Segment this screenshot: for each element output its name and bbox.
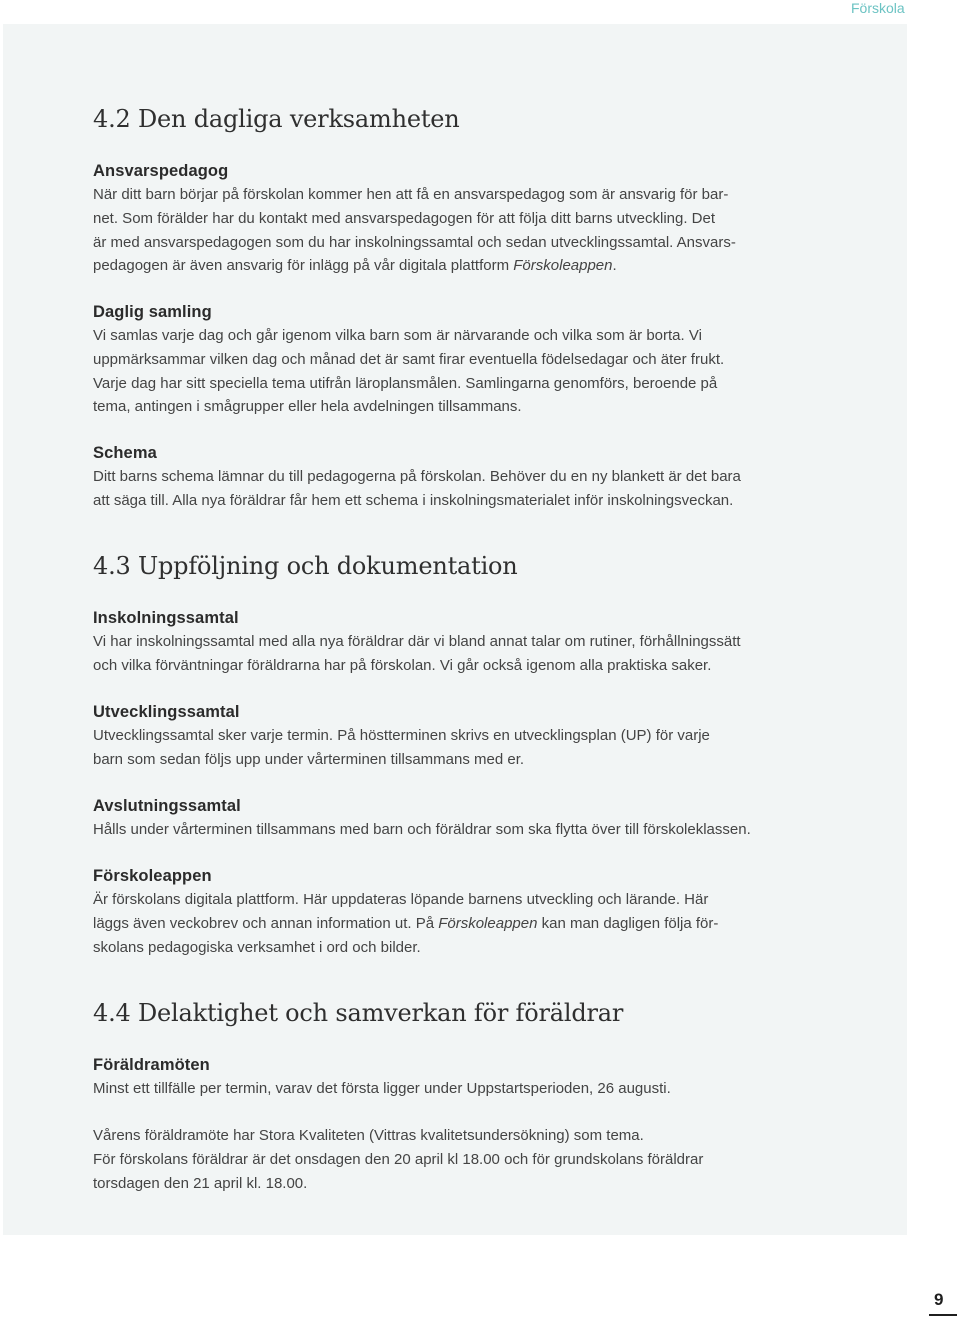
section-title-4-2: 4.2 Den dagliga verksamheten xyxy=(93,105,460,133)
paragraph-line: Hålls under vårterminen tillsammans med barn och föräldrar som ska flytta över till förskoleklassen. xyxy=(93,821,751,838)
paragraph-line: barn som sedan följs upp under vårterminen tillsammans med er. xyxy=(93,750,525,768)
paragraph-line: Vi har inskolningssamtal med alla nya föräldrar där vi bland annat talar om rutiner, förhållningssätt xyxy=(93,633,741,650)
text-run: pedagogen är även ansvarig för inlägg på vår digitala plattform xyxy=(93,257,514,275)
sub-heading: Inskolningssamtal xyxy=(93,609,239,627)
section-title-4-3: 4.3 Uppföljning och dokumentation xyxy=(93,552,518,580)
paragraph-line: är med ansvarspedagogen som du har inskolningssamtal och sedan utvecklingssamtal. Ansvars- xyxy=(93,233,736,251)
page-number: 9 xyxy=(934,1290,944,1309)
block-utvecklingssamtal xyxy=(93,700,823,772)
sub-heading: Utvecklingssamtal xyxy=(93,703,240,721)
paragraph-line: Är förskolans digitala plattform. Här uppdateras löpande barnens utveckling och lärande. Här xyxy=(93,891,709,908)
document-category-label: Förskola xyxy=(851,0,905,16)
paragraph-line: att säga till. Alla nya föräldrar får hem ett schema i inskolningsmaterialet inför inskolningsveckan. xyxy=(93,491,734,509)
sub-heading: Förskoleappen xyxy=(93,867,212,885)
sub-heading: Ansvarspedagog xyxy=(93,162,229,180)
paragraph-line: torsdagen den 21 april kl. 18.00. xyxy=(93,1174,308,1192)
block-avslutningssamtal xyxy=(93,794,823,842)
paragraph-line: net. Som förälder har du kontakt med ansvarspedagogen för att följa ditt barns utveckling. Det xyxy=(93,209,716,227)
paragraph-line: uppmärksammar vilken dag och månad det är samt firar eventuella födelsedagar och äter frukt. xyxy=(93,350,725,368)
paragraph-line xyxy=(93,912,823,936)
paragraph-line: Varje dag har sitt speciella tema utifrån läroplansmålen. Samlingarna genomförs, beroende på xyxy=(93,374,718,392)
block-schema xyxy=(93,441,823,513)
paragraph-line: skolans pedagogiska verksamhet i ord och bilder. xyxy=(93,938,421,956)
app-name-emphasis: Förskoleappen xyxy=(513,257,613,275)
sub-heading: Avslutningssamtal xyxy=(93,797,241,815)
text-run: läggs även veckobrev och annan information ut. På xyxy=(93,914,439,932)
paragraph-line: Vårens föräldramöte har Stora Kvaliteten (Vittras kvalitetsundersökning) som tema. xyxy=(93,1127,644,1144)
block-forskoleappen xyxy=(93,864,823,959)
page-number-underline xyxy=(929,1314,957,1316)
paragraph-line: tema, antingen i smågrupper eller hela avdelningen tillsammans. xyxy=(93,398,522,416)
section-title-4-4: 4.4 Delaktighet och samverkan för föräldrar xyxy=(93,999,624,1027)
sub-heading: Föräldramöten xyxy=(93,1056,210,1074)
block-daglig-samling xyxy=(93,300,823,419)
app-name-emphasis: Förskoleappen xyxy=(438,914,538,932)
sub-heading: Daglig samling xyxy=(93,303,212,321)
paragraph-line: Utvecklingssamtal sker varje termin. På höstterminen skrivs en utvecklingsplan (UP) för varje xyxy=(93,727,710,744)
paragraph-line: När ditt barn börjar på förskolan kommer hen att få en ansvarspedagog som är ansvarig för bar- xyxy=(93,186,729,203)
block-ansvarspedagog xyxy=(93,159,823,278)
paragraph-line: Vi samlas varje dag och går igenom vilka barn som är närvarande och vilka som är borta. Vi xyxy=(93,327,702,344)
text-run: . xyxy=(612,257,617,275)
sub-heading: Schema xyxy=(93,444,157,462)
paragraph-line: Minst ett tillfälle per termin, varav det första ligger under Uppstartsperioden, 26 augusti. xyxy=(93,1080,671,1097)
block-foraldramoten xyxy=(93,1053,823,1101)
block-varens-foraldramote xyxy=(93,1124,823,1195)
paragraph-line: och vilka förväntningar föräldrarna har på förskolan. Vi går också igenom alla praktiska saker. xyxy=(93,656,712,674)
paragraph-line: Ditt barns schema lämnar du till pedagogerna på förskolan. Behöver du en ny blankett är det bara xyxy=(93,468,741,485)
block-inskolningssamtal xyxy=(93,606,823,678)
paragraph-line: För förskolans föräldrar är det onsdagen den 20 april kl 18.00 och för grundskolans föräldrar xyxy=(93,1150,704,1168)
text-run: kan man dagligen följa för- xyxy=(537,914,719,932)
paragraph-line xyxy=(93,254,823,278)
